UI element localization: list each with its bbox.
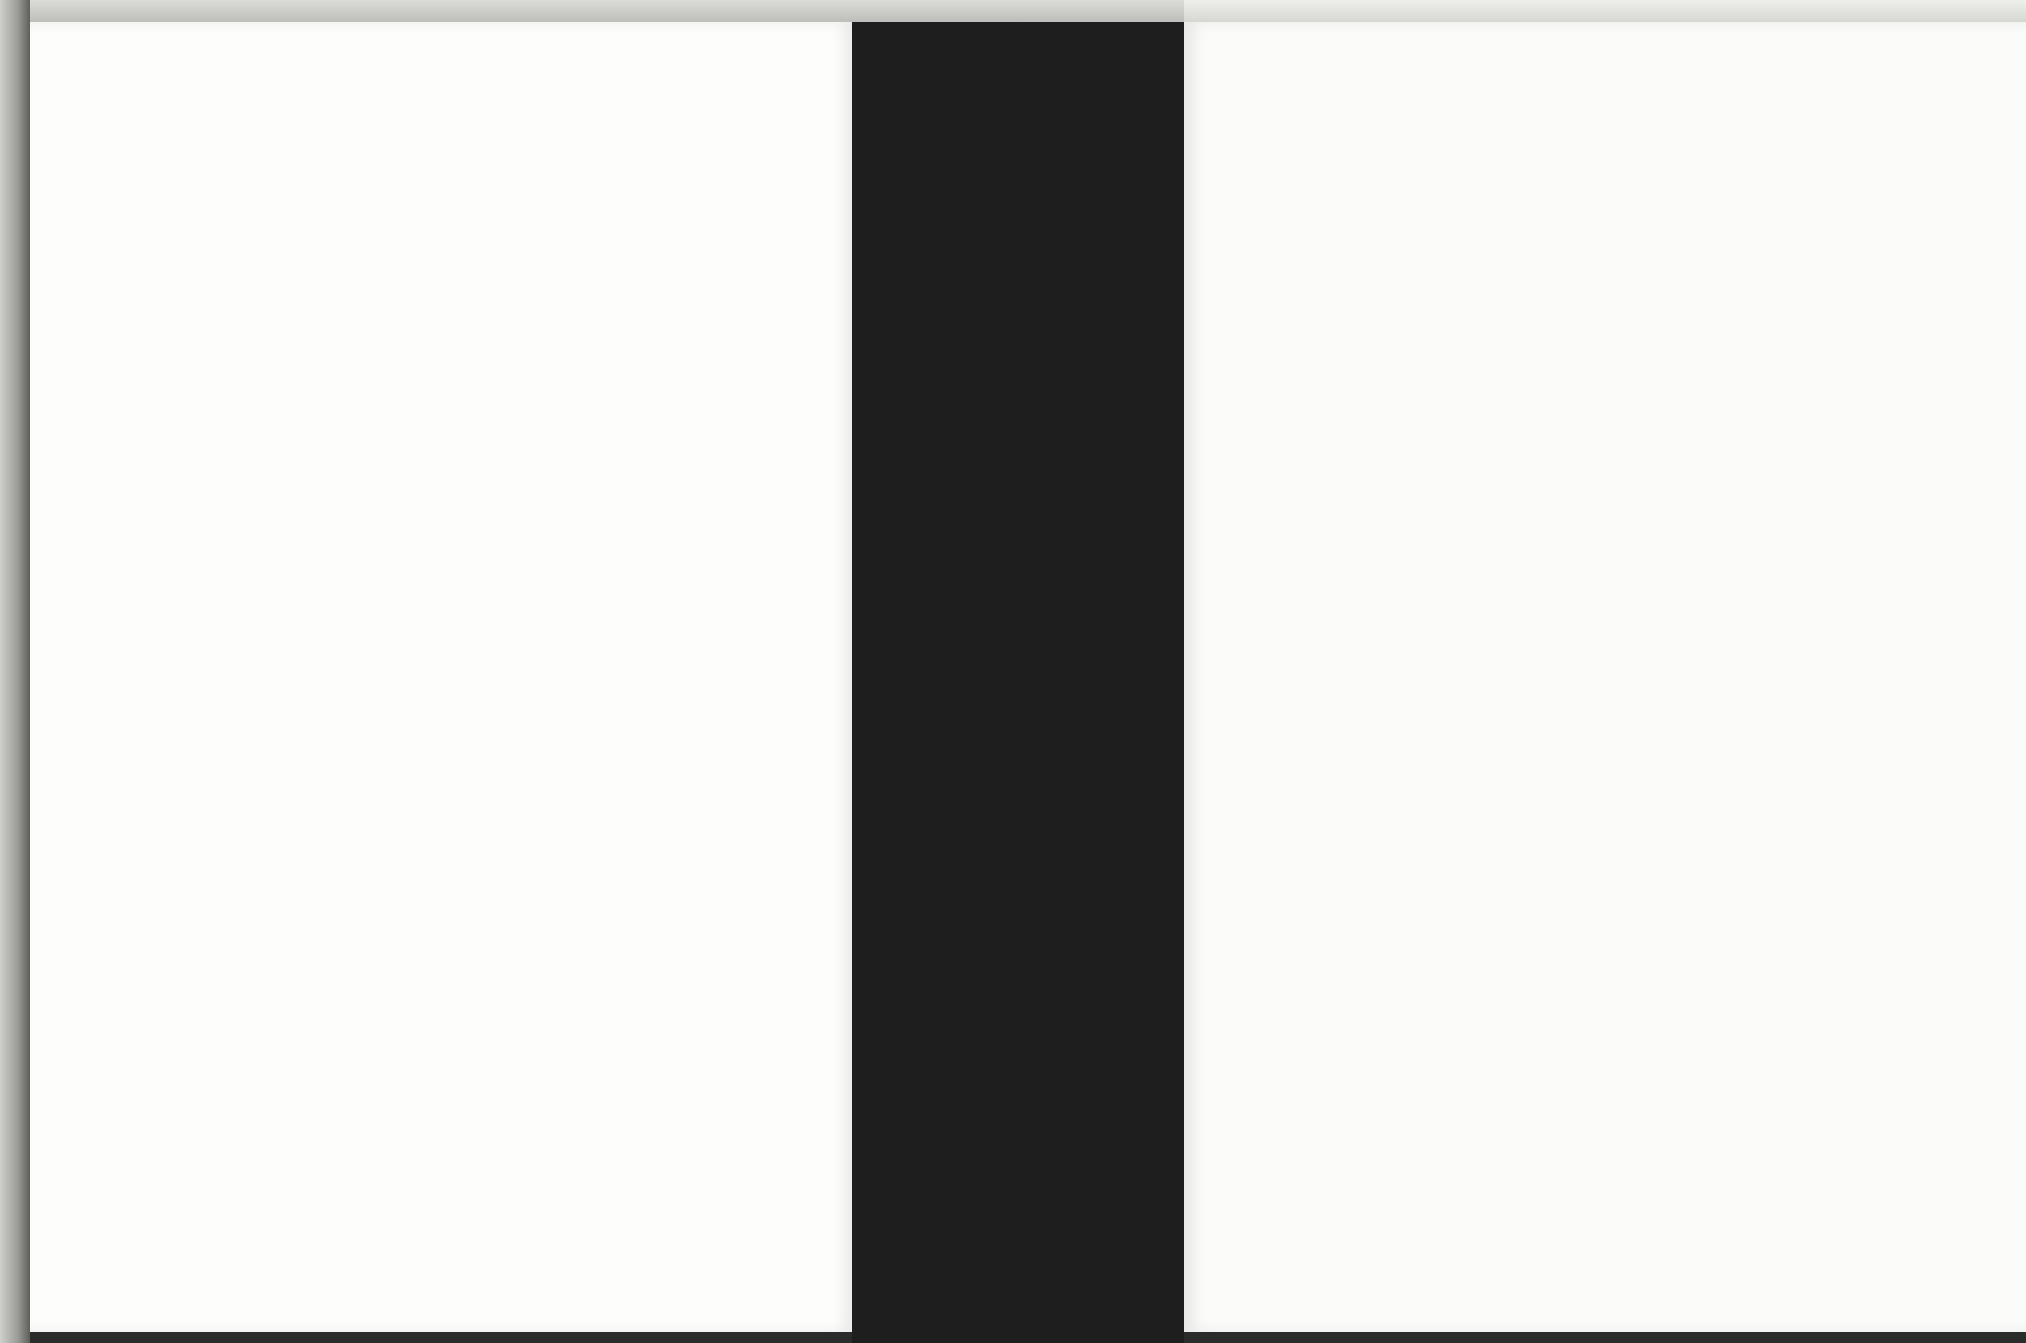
book-top-edge-right bbox=[1184, 0, 2026, 22]
book-spine-edge bbox=[0, 0, 30, 1343]
right-page bbox=[1184, 22, 2026, 1332]
rider-photo-strip bbox=[852, 22, 1184, 1343]
left-page bbox=[30, 22, 852, 1332]
